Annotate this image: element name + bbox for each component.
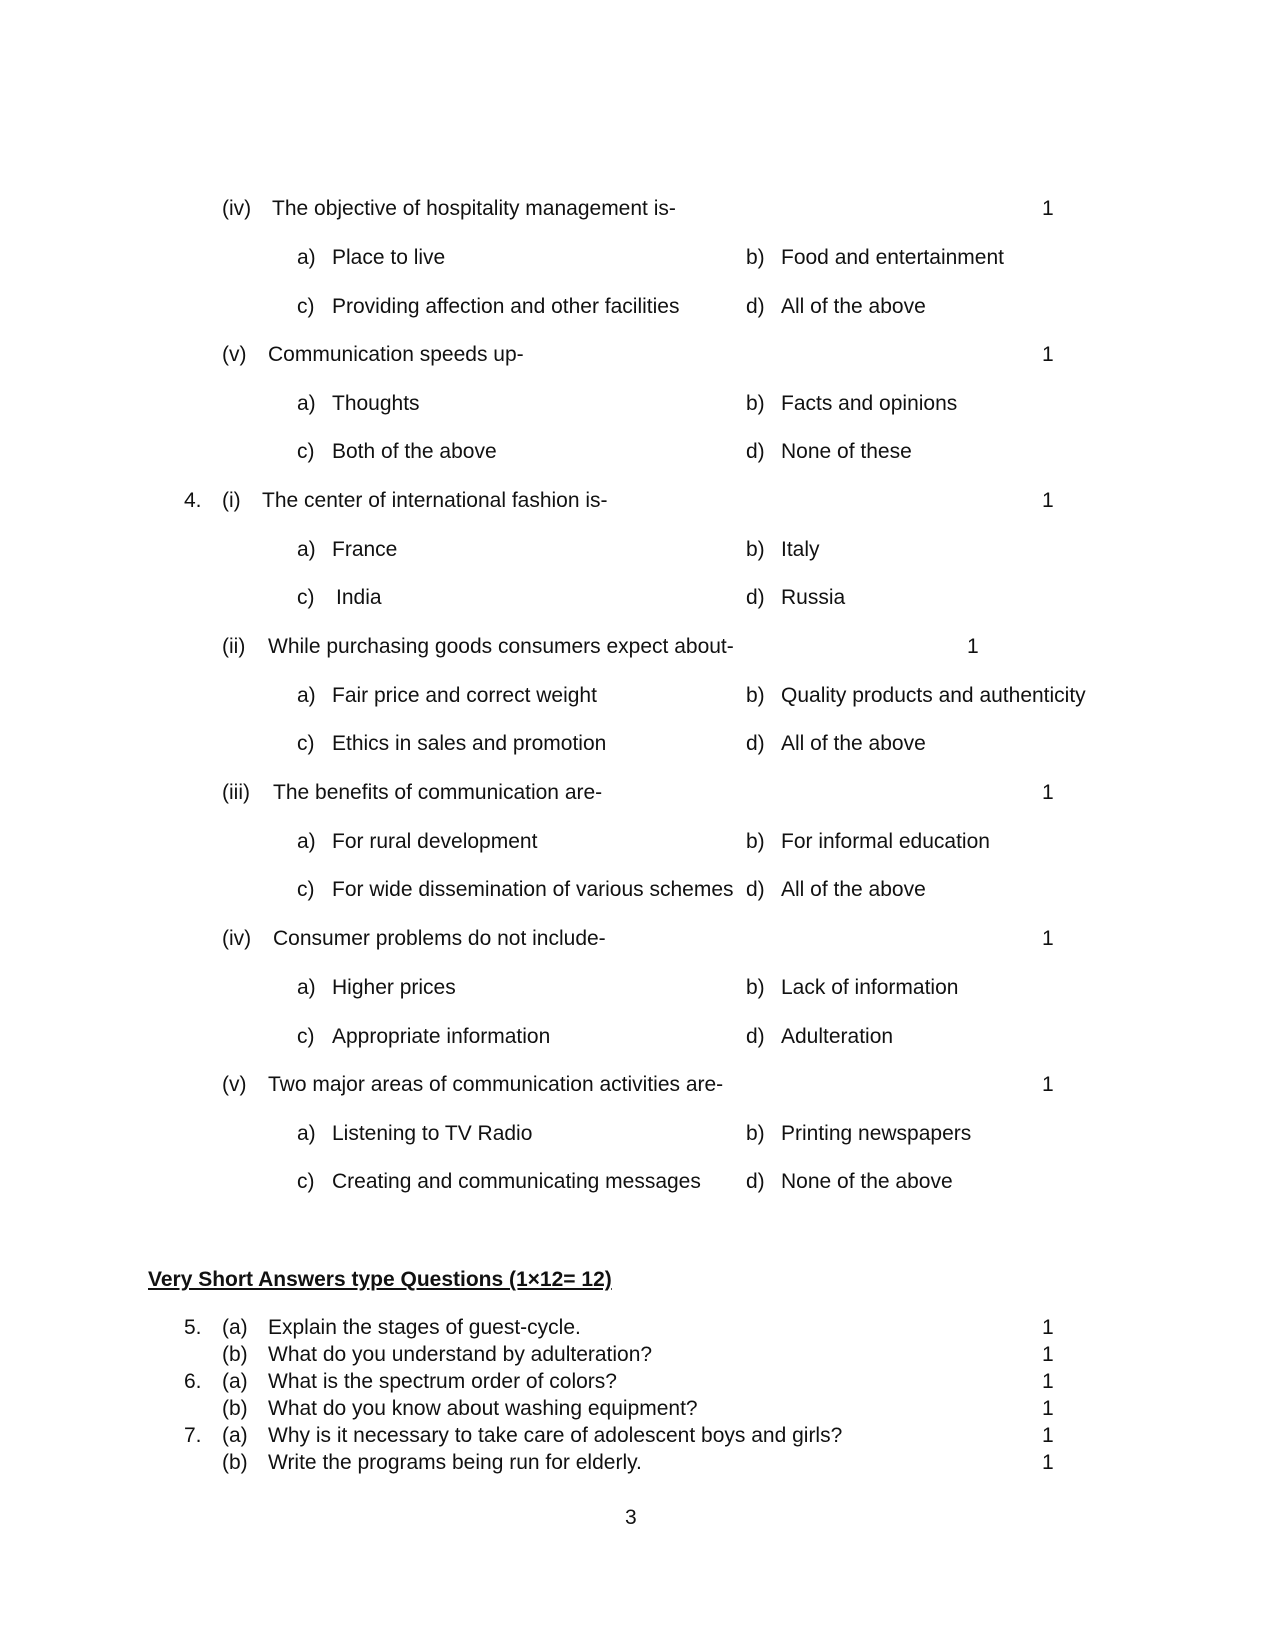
question-text: What is the spectrum order of colors? xyxy=(268,1370,617,1393)
option-letter: b) xyxy=(746,246,765,269)
question-label: (v) xyxy=(222,1073,247,1096)
option-text: Food and entertainment xyxy=(781,246,1004,269)
question-label: (a) xyxy=(222,1316,248,1339)
question-text: Two major areas of communication activities are- xyxy=(268,1073,724,1096)
marks: 1 xyxy=(1042,1343,1054,1366)
option-text: For rural development xyxy=(332,830,538,853)
question-text: What do you understand by adulteration? xyxy=(268,1343,653,1366)
marks: 1 xyxy=(1042,197,1054,220)
option-letter: c) xyxy=(297,440,315,463)
question-text: The center of international fashion is- xyxy=(262,489,608,512)
option-letter: d) xyxy=(746,878,765,901)
option-text: All of the above xyxy=(781,732,926,755)
option-letter: a) xyxy=(297,246,316,269)
marks: 1 xyxy=(1042,1424,1054,1447)
option-text: Listening to TV Radio xyxy=(332,1122,533,1145)
option-letter: b) xyxy=(746,830,765,853)
option-letter: c) xyxy=(297,732,315,755)
option-text: Fair price and correct weight xyxy=(332,684,597,707)
option-text: Thoughts xyxy=(332,392,420,415)
option-text: Russia xyxy=(781,586,846,609)
option-text: France xyxy=(332,538,398,561)
option-text: For informal education xyxy=(781,830,990,853)
option-letter: c) xyxy=(297,586,315,609)
question-label: (a) xyxy=(222,1370,248,1393)
option-text: All of the above xyxy=(781,878,926,901)
option-text: Appropriate information xyxy=(332,1025,551,1048)
option-text: Adulteration xyxy=(781,1025,894,1048)
option-letter: b) xyxy=(746,1122,765,1145)
option-letter: c) xyxy=(297,1170,315,1193)
question-label: (a) xyxy=(222,1424,248,1447)
question-label: (ii) xyxy=(222,635,246,658)
option-text: None of the above xyxy=(781,1170,953,1193)
question-number: 6. xyxy=(184,1370,202,1393)
section-heading: Very Short Answers type Questions (1×12= 12) xyxy=(148,1268,612,1291)
option-text: None of these xyxy=(781,440,912,463)
option-letter: d) xyxy=(746,732,765,755)
option-text: Creating and communicating messages xyxy=(332,1170,701,1193)
marks: 1 xyxy=(1042,1370,1054,1393)
marks: 1 xyxy=(1042,1316,1054,1339)
question-text: The benefits of communication are- xyxy=(273,781,603,804)
option-text: All of the above xyxy=(781,295,926,318)
marks: 1 xyxy=(1042,1073,1054,1096)
option-letter: d) xyxy=(746,586,765,609)
option-text: Higher prices xyxy=(332,976,456,999)
option-letter: d) xyxy=(746,1170,765,1193)
option-letter: b) xyxy=(746,976,765,999)
option-text: Providing affection and other facilities xyxy=(332,295,680,318)
question-number: 7. xyxy=(184,1424,202,1447)
option-letter: c) xyxy=(297,295,315,318)
marks: 1 xyxy=(1042,927,1054,950)
marks: 1 xyxy=(1042,489,1054,512)
option-letter: a) xyxy=(297,976,316,999)
question-text: The objective of hospitality management is- xyxy=(272,197,676,220)
question-text: Communication speeds up- xyxy=(268,343,524,366)
option-text: Both of the above xyxy=(332,440,497,463)
option-text: Printing newspapers xyxy=(781,1122,972,1145)
marks: 1 xyxy=(1042,1451,1054,1474)
option-letter: c) xyxy=(297,1025,315,1048)
option-letter: b) xyxy=(746,684,765,707)
option-text: Italy xyxy=(781,538,820,561)
question-label: (i) xyxy=(222,489,241,512)
option-letter: a) xyxy=(297,1122,316,1145)
question-text: What do you know about washing equipment? xyxy=(268,1397,698,1420)
option-letter: a) xyxy=(297,538,316,561)
option-letter: a) xyxy=(297,830,316,853)
question-label: (b) xyxy=(222,1343,248,1366)
question-text: Consumer problems do not include- xyxy=(273,927,606,950)
option-text: Lack of information xyxy=(781,976,959,999)
option-letter: d) xyxy=(746,1025,765,1048)
option-letter: c) xyxy=(297,878,315,901)
question-text: Explain the stages of guest-cycle. xyxy=(268,1316,581,1339)
option-text: Place to live xyxy=(332,246,446,269)
question-label: (iii) xyxy=(222,781,250,804)
option-letter: d) xyxy=(746,440,765,463)
marks: 1 xyxy=(1042,781,1054,804)
marks: 1 xyxy=(967,635,979,658)
question-number: 4. xyxy=(184,489,202,512)
option-letter: b) xyxy=(746,392,765,415)
option-letter: a) xyxy=(297,684,316,707)
question-label: (v) xyxy=(222,343,247,366)
option-text: India xyxy=(336,586,382,609)
option-text: For wide dissemination of various schemes xyxy=(332,878,734,901)
option-letter: d) xyxy=(746,295,765,318)
option-letter: a) xyxy=(297,392,316,415)
question-label: (b) xyxy=(222,1397,248,1420)
question-number: 5. xyxy=(184,1316,202,1339)
marks: 1 xyxy=(1042,343,1054,366)
page-number: 3 xyxy=(625,1506,637,1529)
option-text: Ethics in sales and promotion xyxy=(332,732,607,755)
question-text: Why is it necessary to take care of adolescent boys and girls? xyxy=(268,1424,843,1447)
question-label: (b) xyxy=(222,1451,248,1474)
marks: 1 xyxy=(1042,1397,1054,1420)
option-text: Facts and opinions xyxy=(781,392,958,415)
option-letter: b) xyxy=(746,538,765,561)
question-label: (iv) xyxy=(222,927,252,950)
question-text: While purchasing goods consumers expect about- xyxy=(268,635,734,658)
question-label: (iv) xyxy=(222,197,252,220)
option-text: Quality products and authenticity xyxy=(781,684,1086,707)
question-text: Write the programs being run for elderly. xyxy=(268,1451,642,1474)
